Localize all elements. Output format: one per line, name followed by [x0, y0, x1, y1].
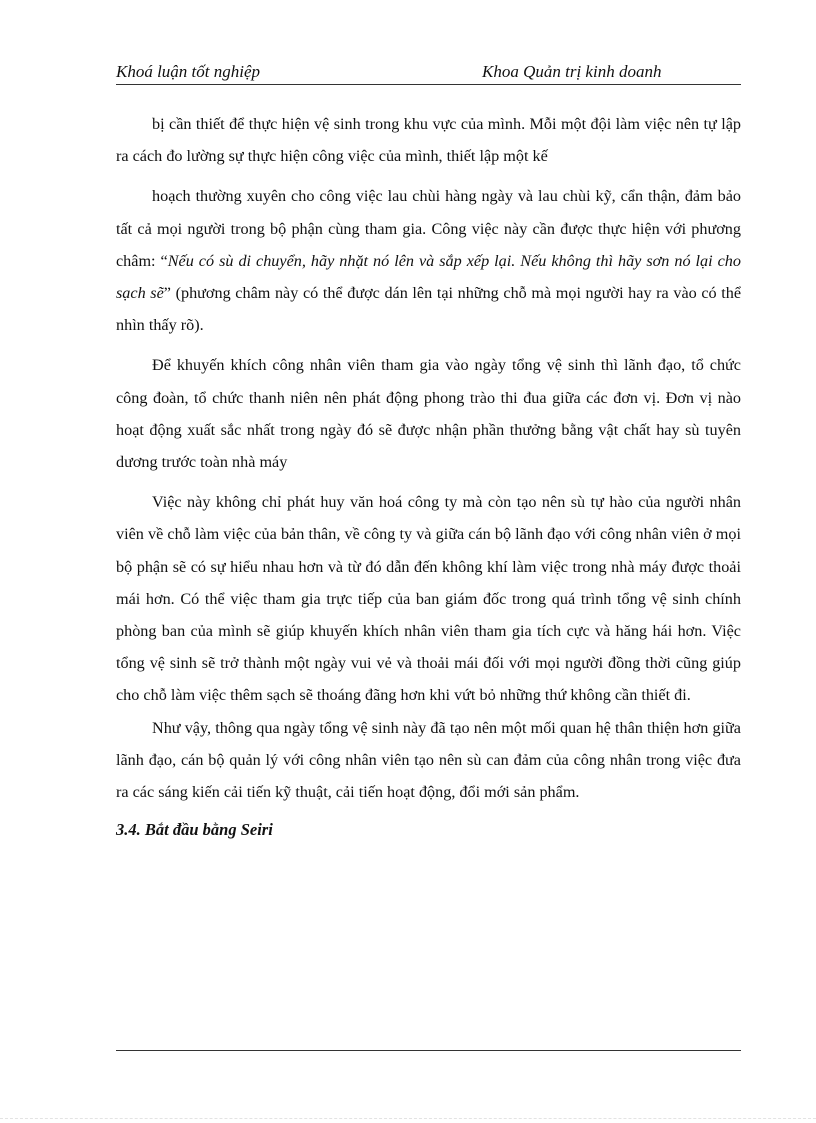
paragraph-2-start: hoạch thường xuyên cho công việc lau chùi hàng ngày và lau chùi kỹ, cẩn thận, đảm bảo tất cả mọi người trong bộ phận cùng tham gia. Công việc này cần được thực hiện với phương châm: “	[116, 187, 741, 270]
paragraph-1: bị cần thiết để thực hiện vệ sinh trong khu vực của mình. Mỗi một đội làm việc nên tự lập ra cách đo lường sự thực hiện công việc của mình, thiết lập một kế	[116, 115, 741, 166]
paragraph-4: Việc này không chỉ phát huy văn hoá công ty mà còn tạo nên sù tự hào của người nhân viên về chỗ làm việc của bản thân, về công ty và giữa cán bộ lãnh đạo với công nhân viên ở mọi bộ phận sẽ có sự hiểu nhau hơn và từ đó dẫn đến không khí làm việc trong nhà máy được thoải mái hơn. Có thể việc tham gia trực tiếp của ban giám đốc trong quá trình tổng vệ sinh chính phòng ban của mình sẽ giúp khuyến khích nhân viên tham gia tích cực và hăng hái hơn. Việc tổng vệ sinh sẽ trở thành một ngày vui vẻ và thoải mái đối với mọi người đồng thời cũng giúp cho chỗ làm việc thêm sạch sẽ thoáng đãng hơn khi vứt bỏ những thứ không cần thiết đi.	[116, 493, 741, 705]
header-right-title: Khoa Quản trị kinh doanh	[482, 62, 662, 81]
footer-divider	[116, 1050, 741, 1051]
paragraph-2-quote: Nếu có sù di chuyển, hãy nhặt nó lên và sắp xếp lại. Nếu không thì hãy sơn nó lại cho sạch sẽ	[116, 251, 741, 303]
page-header	[116, 62, 741, 82]
header-left-title: Khoá luận tốt nghiệp	[116, 62, 261, 81]
page-bottom-edge	[0, 1118, 816, 1119]
section-heading: 3.4. Bắt đầu bằng Seiri	[116, 820, 273, 840]
paragraph-2-end: ” (phương châm này có thể được dán lên tại những chỗ mà mọi người hay ra vào có thể nhìn thấy rõ).	[116, 284, 742, 335]
document-body	[116, 108, 741, 846]
header-divider	[116, 84, 741, 85]
paragraph-5: Như vậy, thông qua ngày tổng vệ sinh này đã tạo nên một mối quan hệ thân thiện hơn giữa lãnh đạo, cán bộ quản lý với công nhân viên tạo nên sù can đảm của công nhân trong việc đưa ra các sáng kiến cải tiến kỹ thuật, cải tiến hoạt động, đổi mới sản phẩm.	[116, 718, 741, 802]
paragraph-2	[116, 180, 741, 341]
paragraph-3: Để khuyến khích công nhân viên tham gia vào ngày tổng vệ sinh thì lãnh đạo, tổ chức công đoàn, tổ chức thanh niên nên phát động phong trào thi đua giữa các đơn vị. Đơn vị nào hoạt động xuất sắc nhất trong ngày đó sẽ được nhận phần thưởng bằng vật chất hay sù tuyên dương trước toàn nhà máy	[116, 356, 741, 472]
